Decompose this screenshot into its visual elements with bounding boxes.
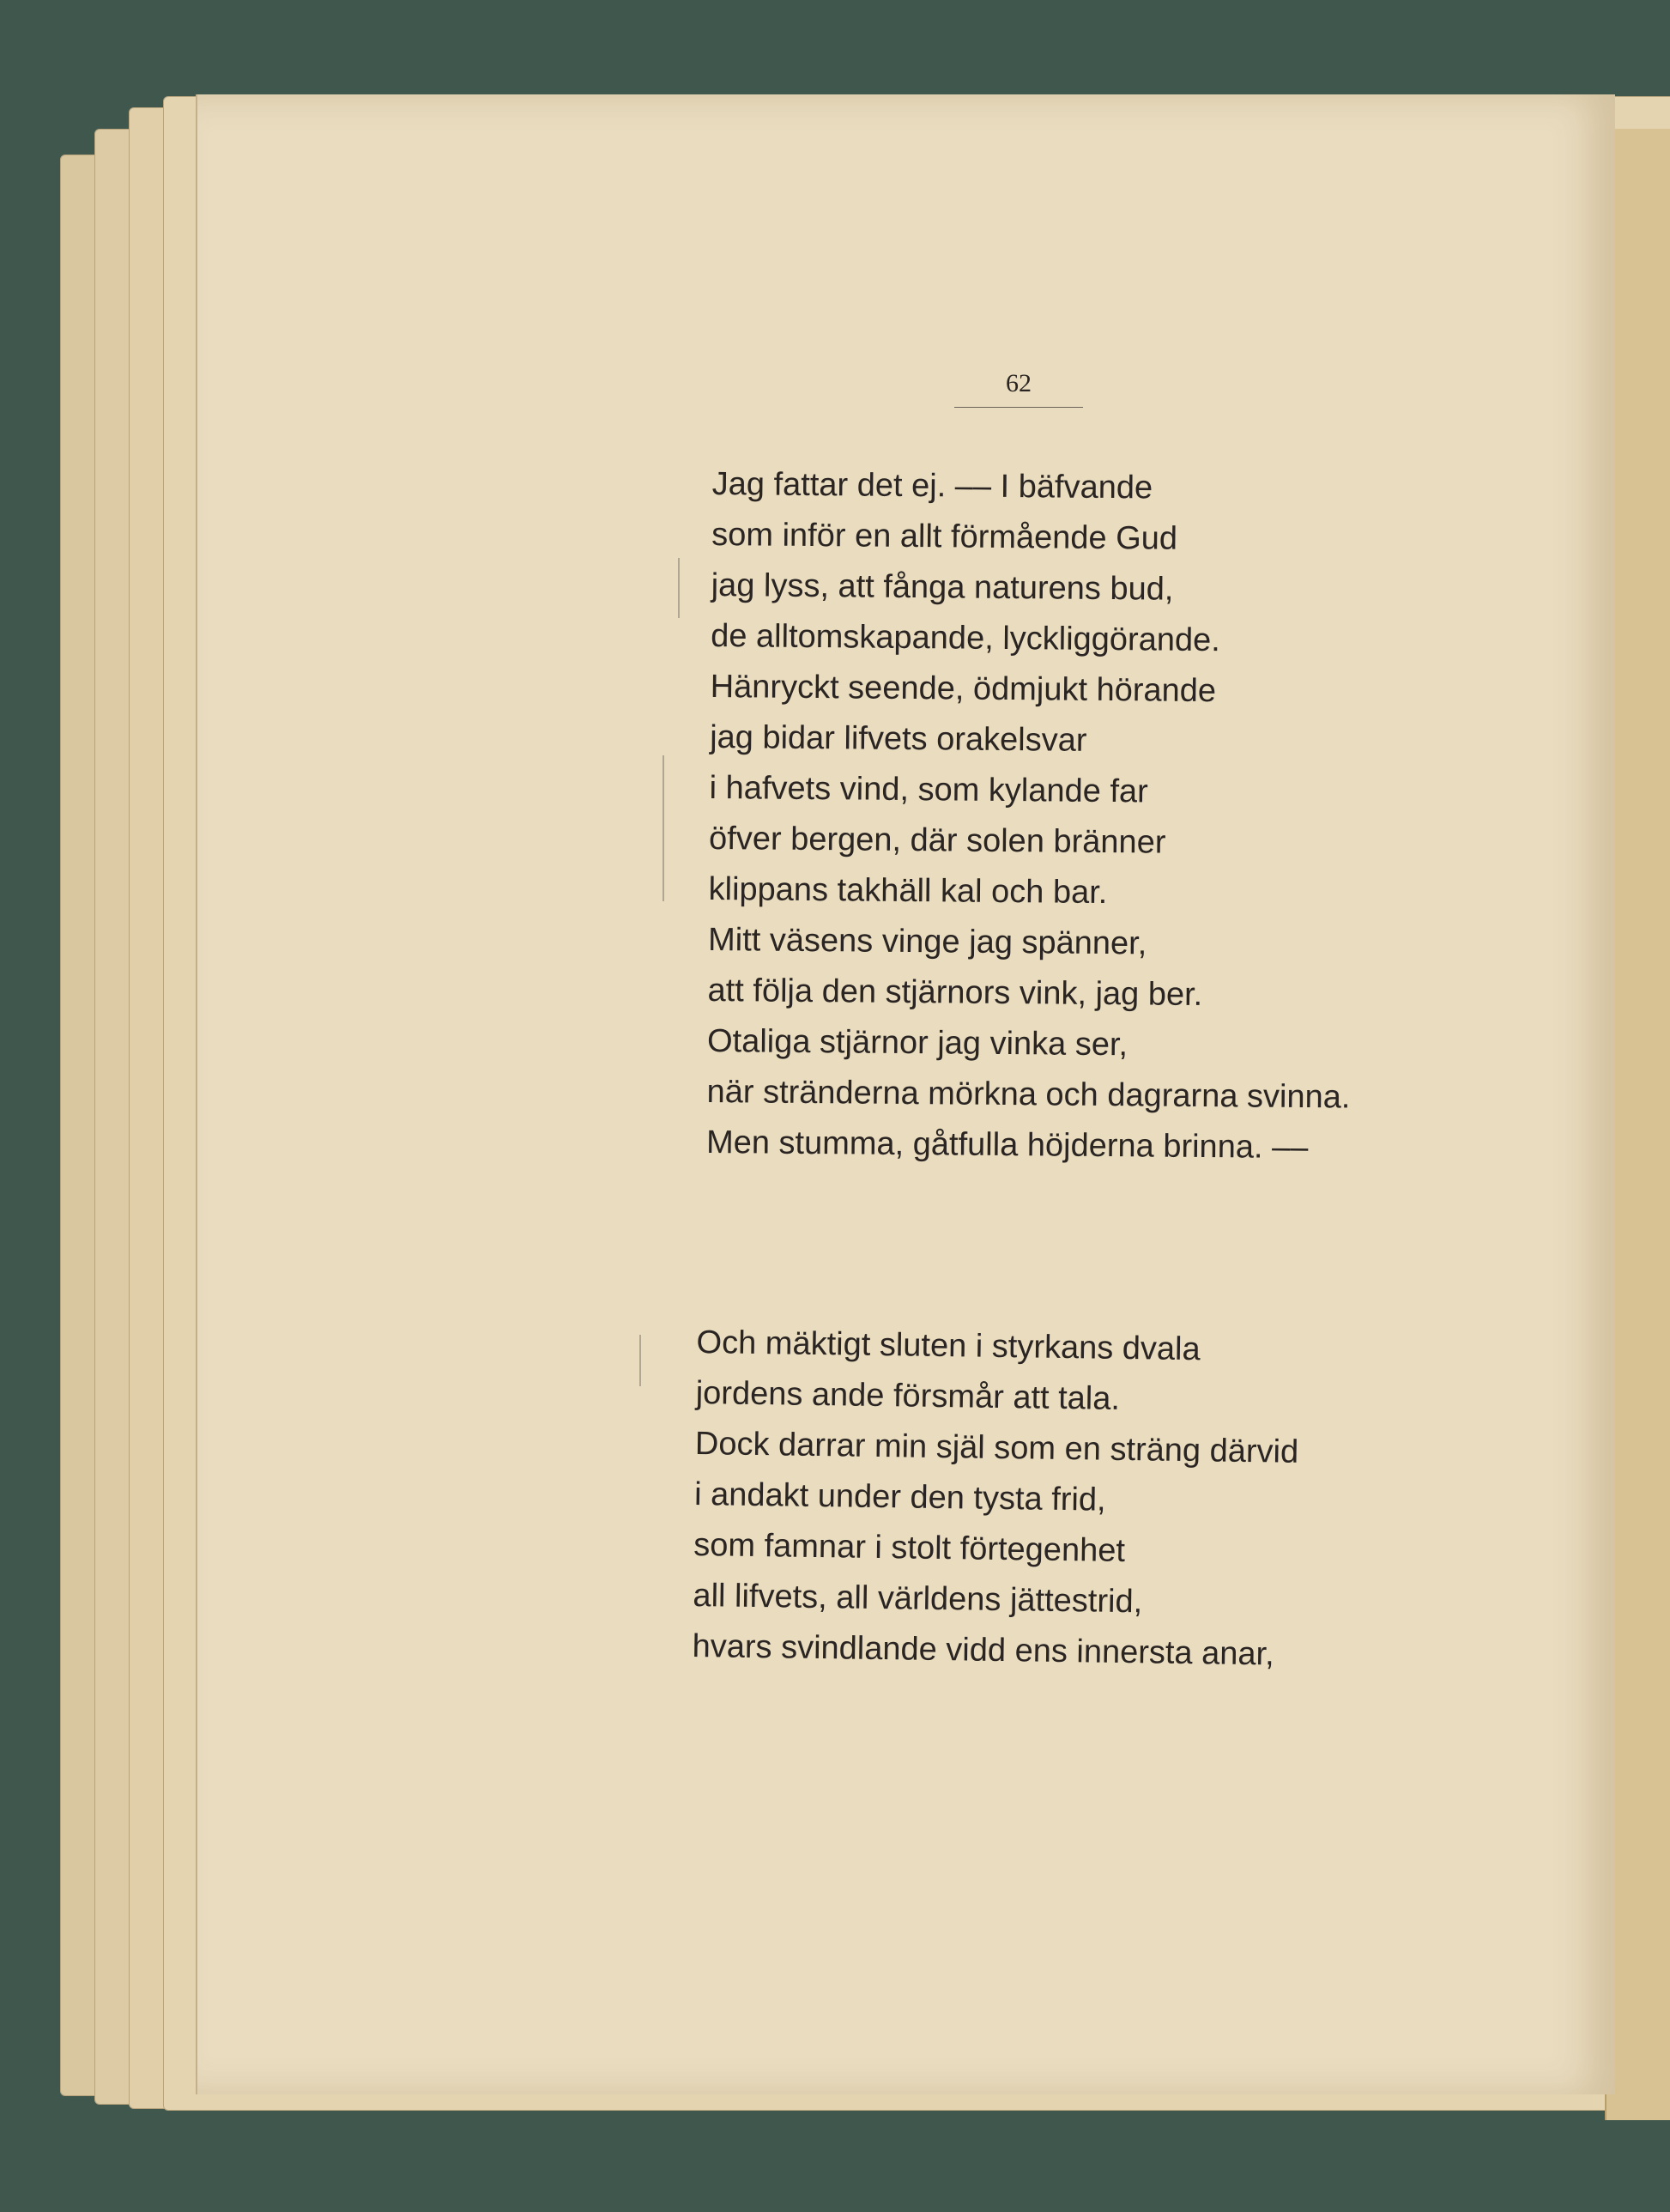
poem-line: Och mäktigt sluten i styrkans dvala <box>696 1324 1201 1368</box>
poem-line: jag lyss, att fånga naturens bud, <box>711 567 1174 608</box>
poem-line: när stränderna mörkna och dagrarna svinna. <box>706 1073 1351 1116</box>
poem-line: i hafvets vind, som kylande far <box>709 769 1148 810</box>
page-number: 62 <box>954 369 1083 408</box>
poem-stanza-1 <box>706 459 1356 1174</box>
poem-line: i andakt under den tysta frid, <box>693 1476 1106 1518</box>
poem-line: Dock darrar min själ som en sträng därvid <box>694 1425 1299 1470</box>
poem-stanza-2 <box>692 1318 1300 1681</box>
pencil-mark <box>639 1335 641 1386</box>
poem-line: Otaliga stjärnor jag vinka ser, <box>706 1022 1128 1064</box>
poem-line: klippans takhäll kal och bar. <box>708 870 1108 912</box>
poem-line: som inför en allt förmående Gud <box>711 516 1178 557</box>
poem-line: jag bidar lifvets orakelsvar <box>709 718 1087 759</box>
poem-line: Hänryckt seende, ödmjukt hörande <box>710 668 1217 710</box>
poem-line: Jag fattar det ej. –– I bäfvande <box>711 465 1153 506</box>
poem-line: som famnar i stolt förtegenhet <box>693 1526 1126 1569</box>
poem-line: all lifvets, all världens jättestrid, <box>693 1577 1143 1621</box>
poem-line: Mitt väsens vinge jag spänner, <box>707 921 1147 962</box>
pencil-mark <box>678 558 680 618</box>
poem-line: Men stumma, gåtfulla höjderna brinna. –– <box>705 1124 1309 1167</box>
poem-line: jordens ande försmår att tala. <box>695 1374 1121 1417</box>
pencil-mark <box>663 755 664 901</box>
poem-line: att följa den stjärnors vink, jag ber. <box>707 972 1203 1014</box>
poem-line: hvars svindlande vidd ens innersta anar, <box>692 1627 1274 1673</box>
poem-line: de alltomskapande, lyckliggörande. <box>711 617 1220 659</box>
poem-line: öfver bergen, där solen bränner <box>708 820 1166 861</box>
